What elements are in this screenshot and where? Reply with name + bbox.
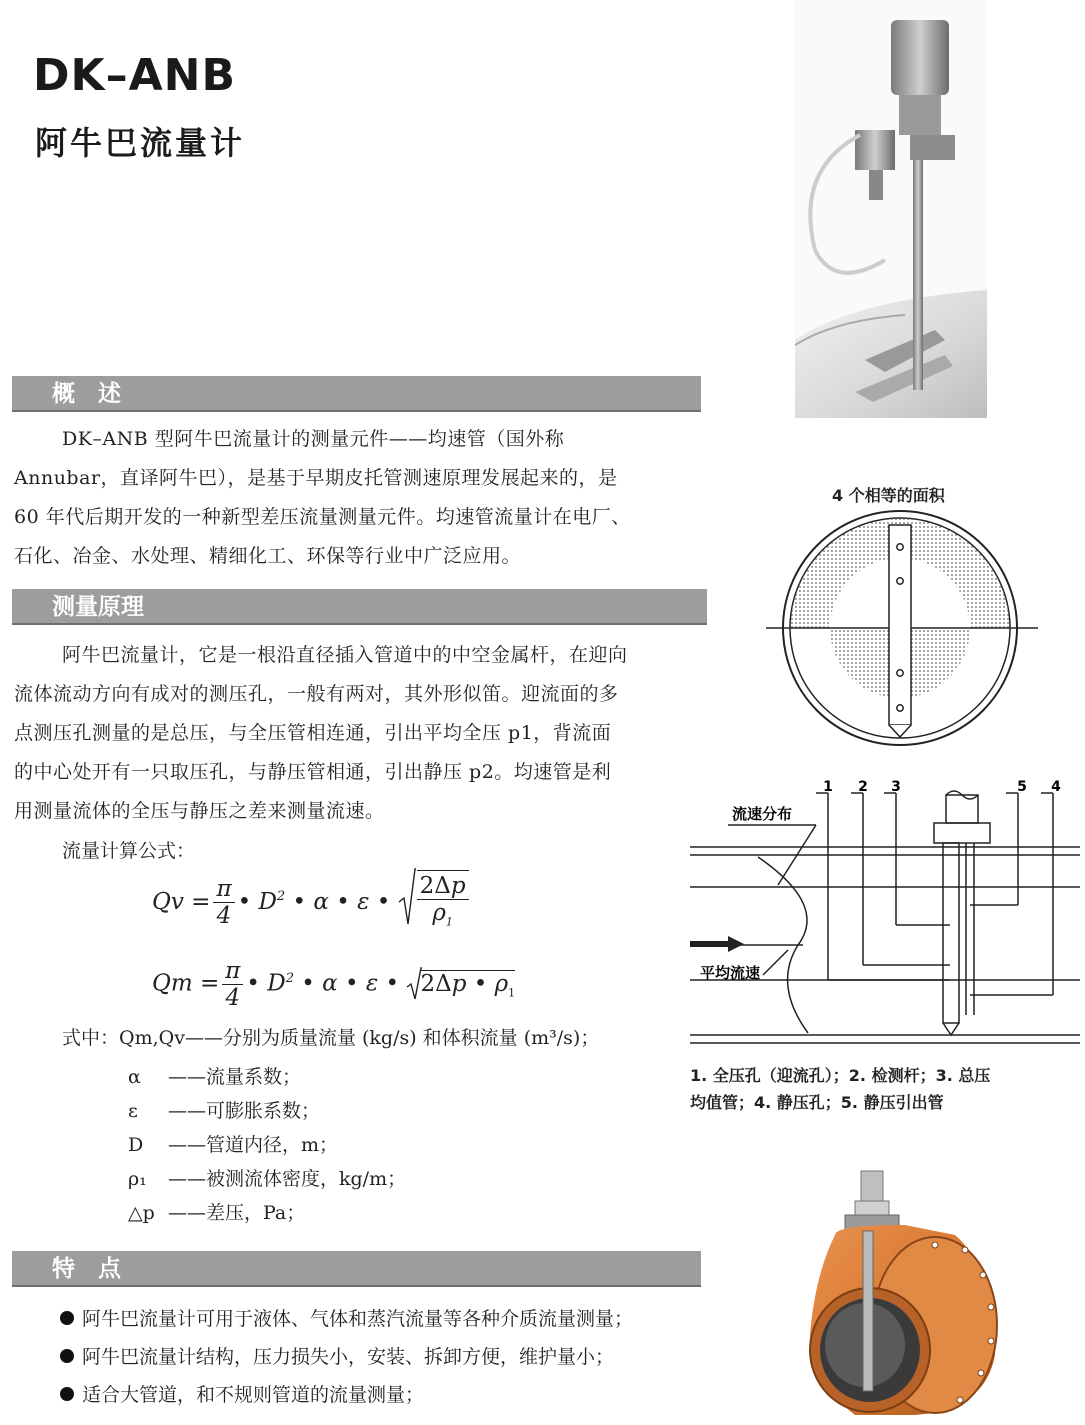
equal-areas-caption: 4 个相等的面积 xyxy=(832,486,945,505)
overview-paragraph xyxy=(14,420,704,576)
section-bar-features xyxy=(12,1251,701,1287)
variable-item: ε ——可膨胀系数； xyxy=(128,1100,321,1122)
section-bar-principle xyxy=(12,589,707,625)
section-title-features: 特 点 xyxy=(52,1256,121,1282)
formula-qm: Qm = $\frac{\pi}{4}$ • $D^2$ • α • ε • 2Δp • $\rho_1$ xyxy=(152,958,516,1011)
variable-item: D ——管道内径，m； xyxy=(128,1134,339,1156)
product-model: DK–ANB xyxy=(33,50,237,101)
flow-distribution-diagram xyxy=(688,775,1082,1050)
legend-line: 均值管；4. 静压孔；5. 静压引出管 xyxy=(690,1093,944,1112)
text-line: DK–ANB 型阿牛巴流量计的测量元件——均速管（国外称 xyxy=(62,428,565,450)
text-line: 石化、冶金、水处理、精细化工、环保等行业中广泛应用。 xyxy=(14,545,522,567)
bullet-icon xyxy=(60,1311,74,1325)
section-title-overview: 概 述 xyxy=(52,381,121,407)
variable-item: △p ——差压，Pa； xyxy=(128,1202,306,1224)
text-line: 流体流动方向有成对的测压孔，一般有两对，其外形似笛。迎流面的多 xyxy=(14,683,619,705)
variable-item: α ——流量系数； xyxy=(128,1066,302,1088)
bullet-icon xyxy=(60,1349,74,1363)
text-line: 的中心处开有一只取压孔，与静压管相通，引出静压 p2。均速管是利 xyxy=(14,761,612,783)
callout-4: 4 xyxy=(1051,779,1061,795)
where-text: 式中：Qm,Qv——分别为质量流量 (kg/s) 和体积流量 (m³/s)； xyxy=(62,1027,600,1049)
text-line: 60 年代后期开发的一种新型差压流量测量元件。均速管流量计在电厂、 xyxy=(14,506,631,528)
callout-2: 2 xyxy=(858,779,868,795)
average-velocity-label: 平均流速 xyxy=(700,964,761,982)
diagram-legend xyxy=(690,1062,1080,1116)
section-title-principle: 测量原理 xyxy=(52,594,144,620)
variables-list xyxy=(128,1060,406,1230)
bullet-icon xyxy=(60,1387,74,1401)
callout-1: 1 xyxy=(823,779,833,795)
feature-item: 阿牛巴流量计结构，压力损失小，安装、拆卸方便，维护量小； xyxy=(60,1338,633,1376)
section-bar-overview xyxy=(12,376,701,412)
callout-5: 5 xyxy=(1017,779,1027,795)
text-line: 用测量流体的全压与静压之差来测量流速。 xyxy=(14,800,385,822)
formula-label: 流量计算公式： xyxy=(62,840,196,862)
legend-line: 1. 全压孔（迎流孔）；2. 检测杆；3. 总压 xyxy=(690,1066,991,1085)
variable-item: ρ₁ ——被测流体密度，kg/m； xyxy=(128,1168,407,1190)
equal-areas-diagram xyxy=(762,505,1042,760)
feature-list xyxy=(60,1300,633,1414)
pipe-installation-photo xyxy=(795,1165,1005,1420)
principle-paragraph xyxy=(14,636,704,831)
callout-3: 3 xyxy=(891,779,901,795)
feature-item: 适合大管道，和不规则管道的流量测量； xyxy=(60,1376,633,1414)
transmitter-photo xyxy=(795,0,987,418)
text-line: Annubar，直译阿牛巴），是基于早期皮托管测速原理发展起来的，是 xyxy=(14,467,618,489)
text-line: 点测压孔测量的是总压，与全压管相连通，引出平均全压 p1，背流面 xyxy=(14,722,612,744)
product-subtitle: 阿牛巴流量计 xyxy=(35,124,246,162)
flow-distribution-label: 流速分布 xyxy=(732,805,793,823)
text-line: 阿牛巴流量计，它是一根沿直径插入管道中的中空金属杆，在迎向 xyxy=(62,644,628,666)
formula-qv: Qv = $\frac{\pi}{4}$ • $D^2$ • α • ε • $\frac{2\Delta p}{\rho_1}$ xyxy=(152,870,472,936)
feature-item: 阿牛巴流量计可用于液体、气体和蒸汽流量等各种介质流量测量； xyxy=(60,1300,633,1338)
